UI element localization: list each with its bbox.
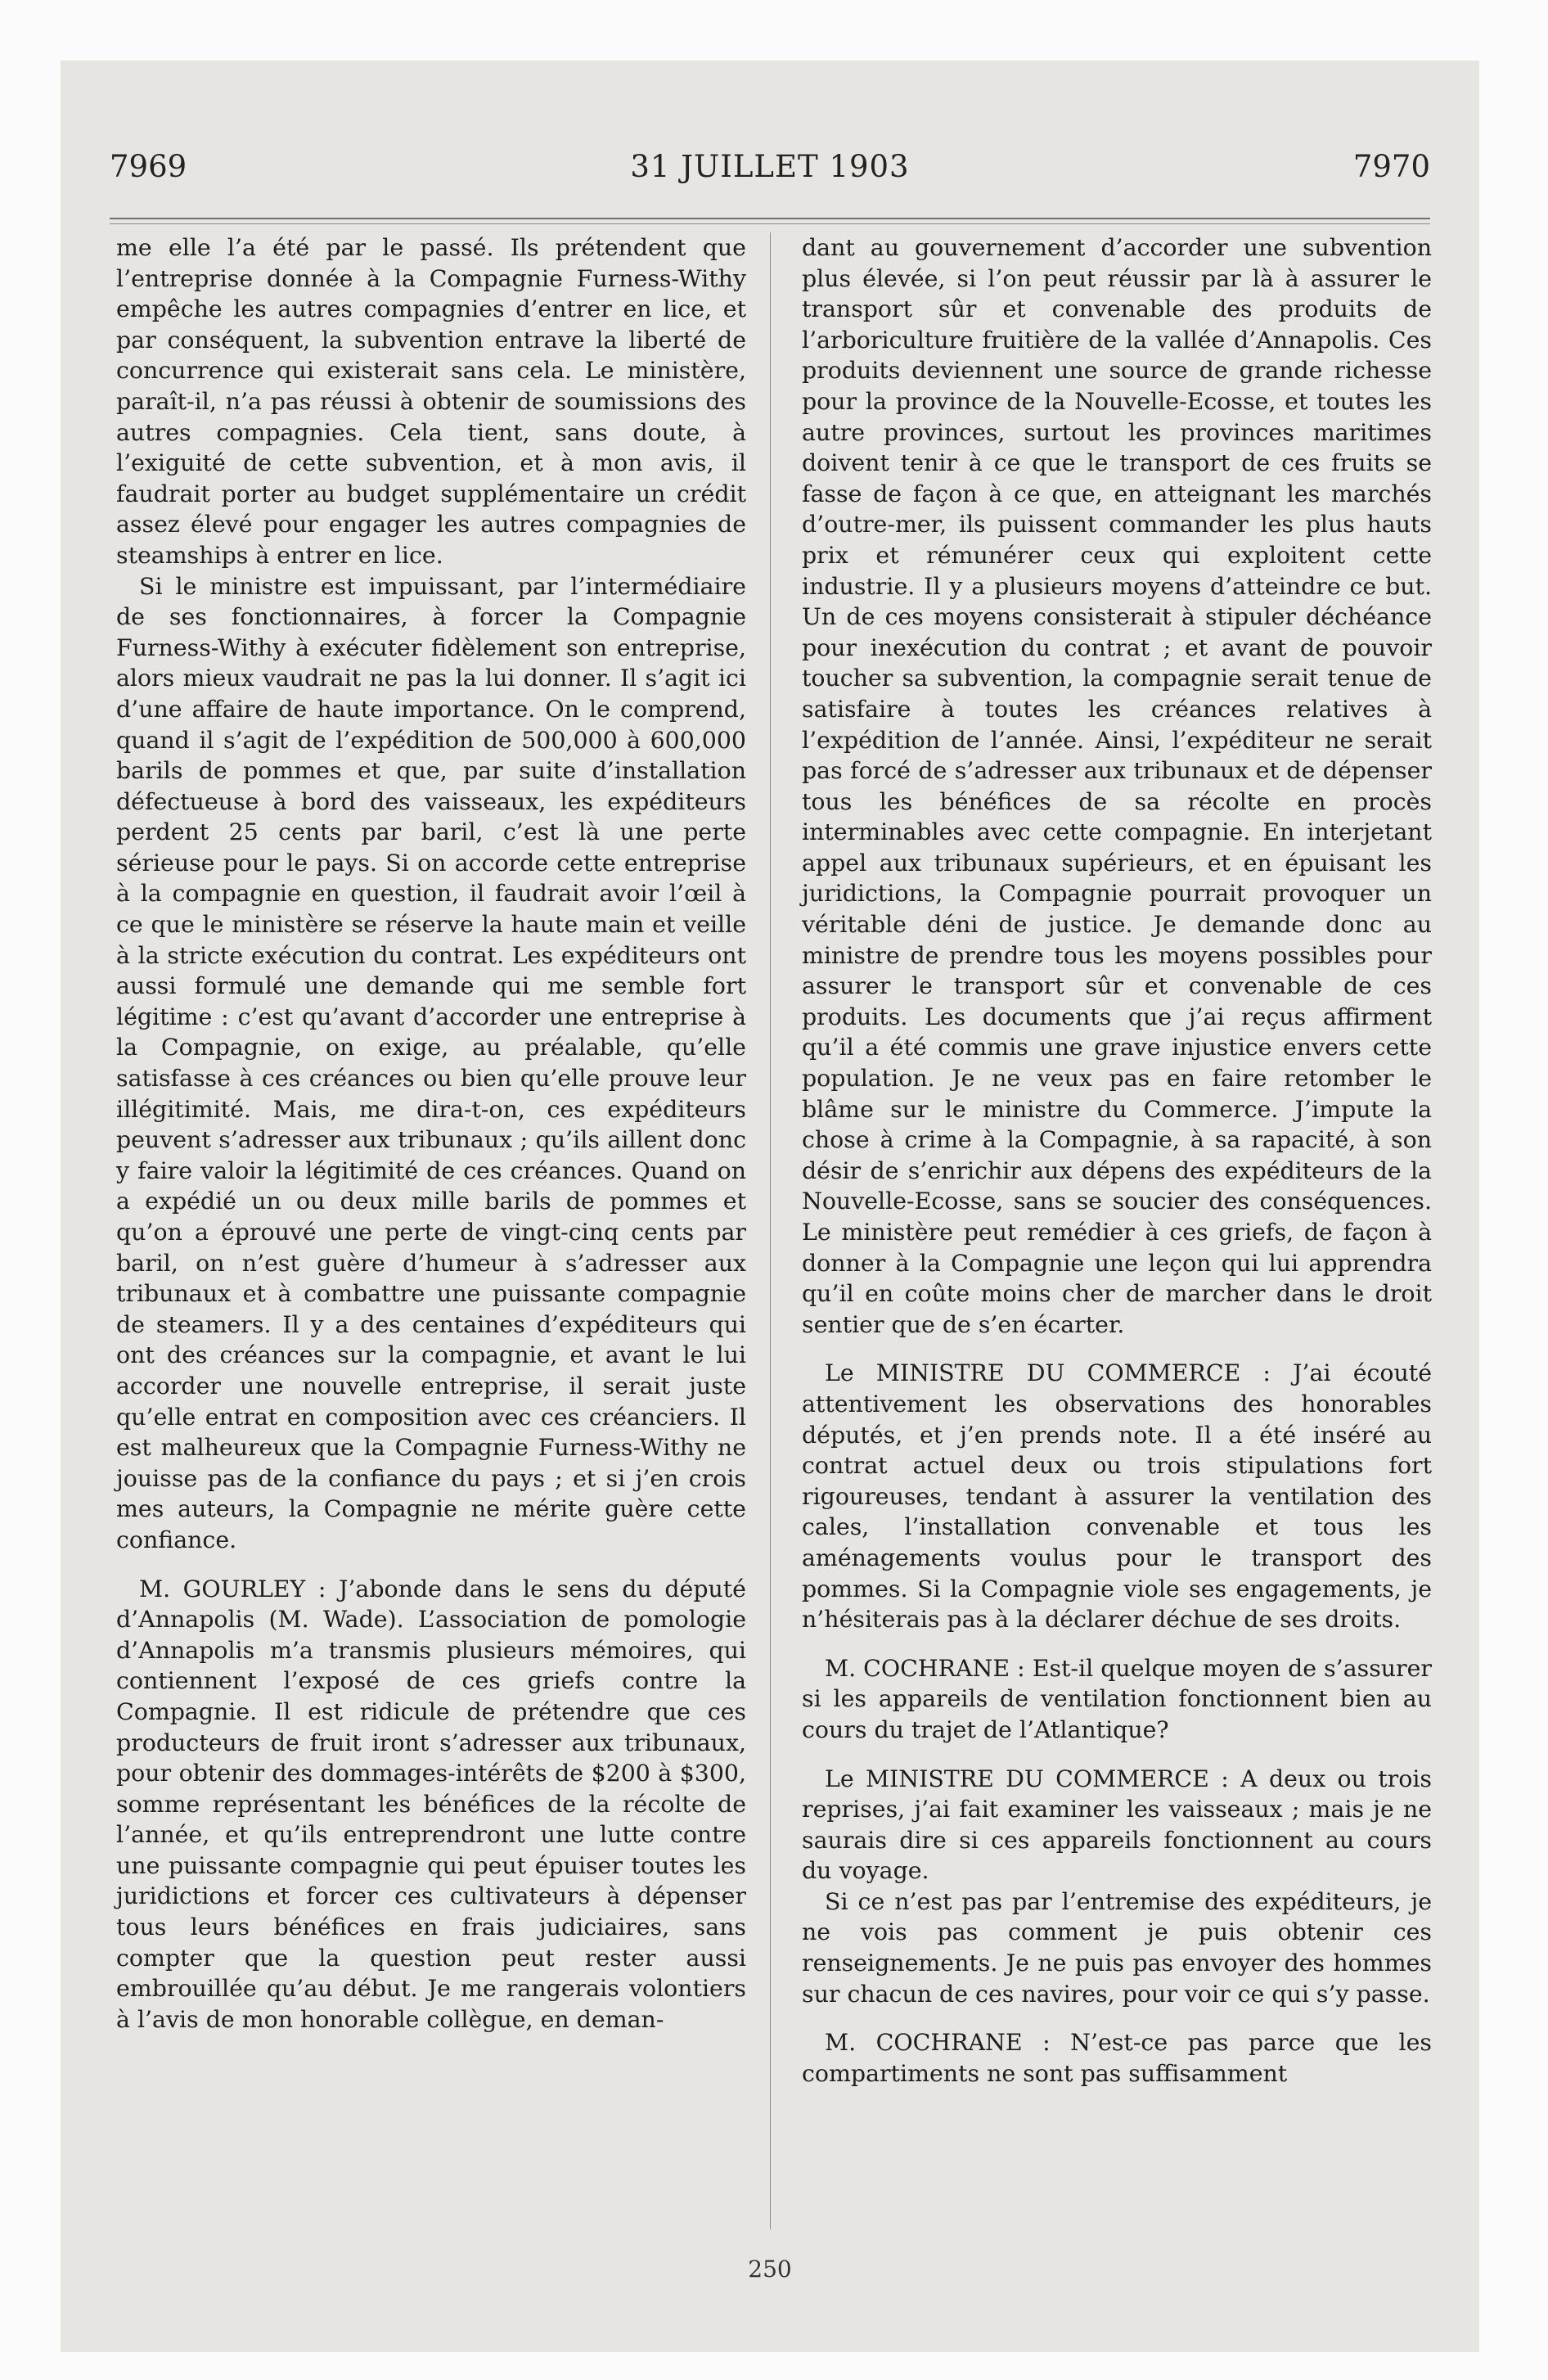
- page-header: [110, 149, 1430, 198]
- paragraph: Si le ministre est impuissant, par l’intermédiaire de ses fonctionnaires, à forcer la Compagnie Furness-Withy à exécuter fidèlement son entreprise, alors mieux vaudrait ne pas la lui donner. Il s’agit ici d’une affaire de haute importance. On le comprend, quand il s’agit de l’expédition de 500,000 à 600,000 barils de pommes et que, par suite d’installation défectueuse à bord des vaisseaux, les expéditeurs perdent 25 cents par baril, c’est là une perte sérieuse pour le pays. Si on accorde cette entreprise à la compagnie en question, il faudrait avoir l’œil à ce que le ministère se réserve la haute main et veille à la stricte exécution du contrat. Les expéditeurs ont aussi formulé une demande qui me semble fort légitime : c’est qu’avant d’accorder une entreprise à la Compagnie, on exige, au préalable, qu’elle satisfasse à ces créances ou bien qu’elle prouve leur illégitimité. Mais, me dira-t-on, ces expéditeurs peuvent s’adresser aux tribunaux ; qu’ils aillent donc y faire valoir la légitimité de ces créances. Quand on a expédié un ou deux mille barils de pommes et qu’on a éprouvé une perte de vingt-cinq cents par baril, on n’est guère d’humeur à s’adresser aux tribunaux et à combattre une puissante compagnie de steamers. Il y a des centaines d’expéditeurs qui ont des créances sur la compagnie, et avant le lui accorder une nouvelle entreprise, il serait juste qu’elle entrat en composition avec ces créanciers. Il est malheureux que la Compagnie Furness-Withy ne jouisse pas de la confiance du pays ; et si j’en crois mes auteurs, la Compagnie ne mérite guère cette confiance.: [116, 572, 746, 1553]
- header-rule-secondary: [110, 223, 1430, 224]
- paragraph: Si ce n’est pas par l’entremise des expéditeurs, je ne vois pas comment je puis obtenir ces renseignements. Je ne puis pas envoyer des hommes sur chacun de ces navires, pour voir ce qui s’y passe.: [802, 1887, 1432, 2008]
- header-rule: [110, 218, 1430, 219]
- speech-cochrane: M. COCHRANE : N’est-ce pas parce que les compartiments ne sont pas suffisamment: [802, 2029, 1432, 2087]
- right-page-number: 7970: [1352, 149, 1430, 184]
- speech-minister-commerce: Le MINISTRE DU COMMERCE : J’ai écouté attentivement les observations des honorables députés, et j’en prends note. Il a été inséré au contrat actuel deux ou trois stipulations fort rigoureuses, tendant à assurer la ventilation des cales, l’installation convenable et tous les aménagements voulus pour le transport des pommes. Si la Compagnie viole ses engagements, je n’hésiterais pas à la déclarer déchue de ses droits.: [802, 1359, 1432, 1634]
- header-date: 31 JUILLET 1903: [630, 149, 910, 184]
- paragraph: dant au gouvernement d’accorder une subvention plus élevée, si l’on peut réussir par là à assurer le transport sûr et convenable des produits de l’arboriculture fruitière de la vallée d’Annapolis. Ces produits deviennent une source de grande richesse pour la province de la Nouvelle-Ecosse, et toutes les autre provinces, surtout les provinces maritimes doivent tenir à ce que le transport de ces fruits se fasse de façon à ce que, en atteignant les marchés d’outre-mer, ils puissent commander les plus hauts prix et rémunérer ceux qui exploitent cette industrie. Il y a plusieurs moyens d’atteindre ce but. Un de ces moyens consisterait à stipuler déchéance pour inexécution du contrat ; et avant de pouvoir toucher sa subvention, la compagnie serait tenue de satisfaire à toutes les créances relatives à l’expédition de l’année. Ainsi, l’expéditeur ne serait pas forcé de s’adresser aux tribunaux et de dépenser tous les bénéfices de sa récolte en procès interminables avec cette compagnie. En interjetant appel aux tribunaux supérieurs, et en épuisant les juridictions, la Compagnie pourrait provoquer un véritable déni de justice. Je demande donc au ministre de prendre tous les moyens possibles pour assurer le transport sûr et convenable de ces produits. Les documents que j’ai reçus affirment qu’il a été commis une grave injustice envers cette population. Je ne veux pas en faire retomber le blâme sur le ministre du Commerce. J’impute la chose à crime à la Compagnie, à sa rapacité, à son désir de s’enrichir aux dépens des expéditeurs de la Nouvelle-Ecosse, sans se soucier des conséquences. Le ministère peut remédier à ces griefs, de façon à donner à la Compagnie une leçon qui lui apprendra qu’il en coûte moins cher de marcher dans le droit sentier que de s’en écarter.: [802, 234, 1432, 1338]
- speech-gourley: M. GOURLEY : J’abonde dans le sens du député d’Annapolis (M. Wade). L’association de pomologie d’Annapolis m’a transmis plusieurs mémoires, qui contiennent l’exposé de ces griefs contre la Compagnie. Il est ridicule de prétendre que ces producteurs de fruit iront s’adresser aux tribunaux, pour obtenir des dommages-intérêts de $200 à $300, somme représentant les bénéfices de la récolte de l’année, et qu’ils entreprendront une lutte contre une puissante compagnie qui peut épuiser toutes les juridictions et forcer ces cultivateurs à dépenser tous leurs bénéfices en frais judiciaires, sans compter que la question peut rester aussi embrouillée qu’au début. Je me rangerais volontiers à l’avis de mon honorable collègue, en deman-: [116, 1575, 746, 2033]
- footer-page-number: 250: [748, 2256, 792, 2283]
- left-column: [116, 232, 746, 2035]
- paragraph: me elle l’a été par le passé. Ils prétendent que l’entreprise donnée à la Compagnie Furness-Withy empêche les autres compagnies d’entrer en lice, et par conséquent, la subvention entrave la liberté de concurrence qui existerait sans cela. Le ministère, paraît-il, n’a pas réussi à obtenir de soumissions des autres compagnies. Cela tient, sans doute, à l’exiguité de cette subvention, et à mon avis, il faudrait porter au budget supplémentaire un crédit assez élevé pour engager les autres compagnies de steamships à entrer en lice.: [116, 234, 746, 569]
- right-column: [802, 232, 1432, 2089]
- scanned-page: [61, 61, 1479, 2352]
- speech-minister-commerce: Le MINISTRE DU COMMERCE : A deux ou trois reprises, j’ai fait examiner les vaisseaux ; mais je ne saurais dire si ces appareils fonctionnent au cours du voyage.: [802, 1765, 1432, 1885]
- speech-cochrane: M. COCHRANE : Est-il quelque moyen de s’assurer si les appareils de ventilation fonctionnent bien au cours du trajet de l’Atlantique?: [802, 1654, 1432, 1743]
- left-page-number: 7969: [110, 149, 187, 184]
- column-divider: [770, 232, 771, 2229]
